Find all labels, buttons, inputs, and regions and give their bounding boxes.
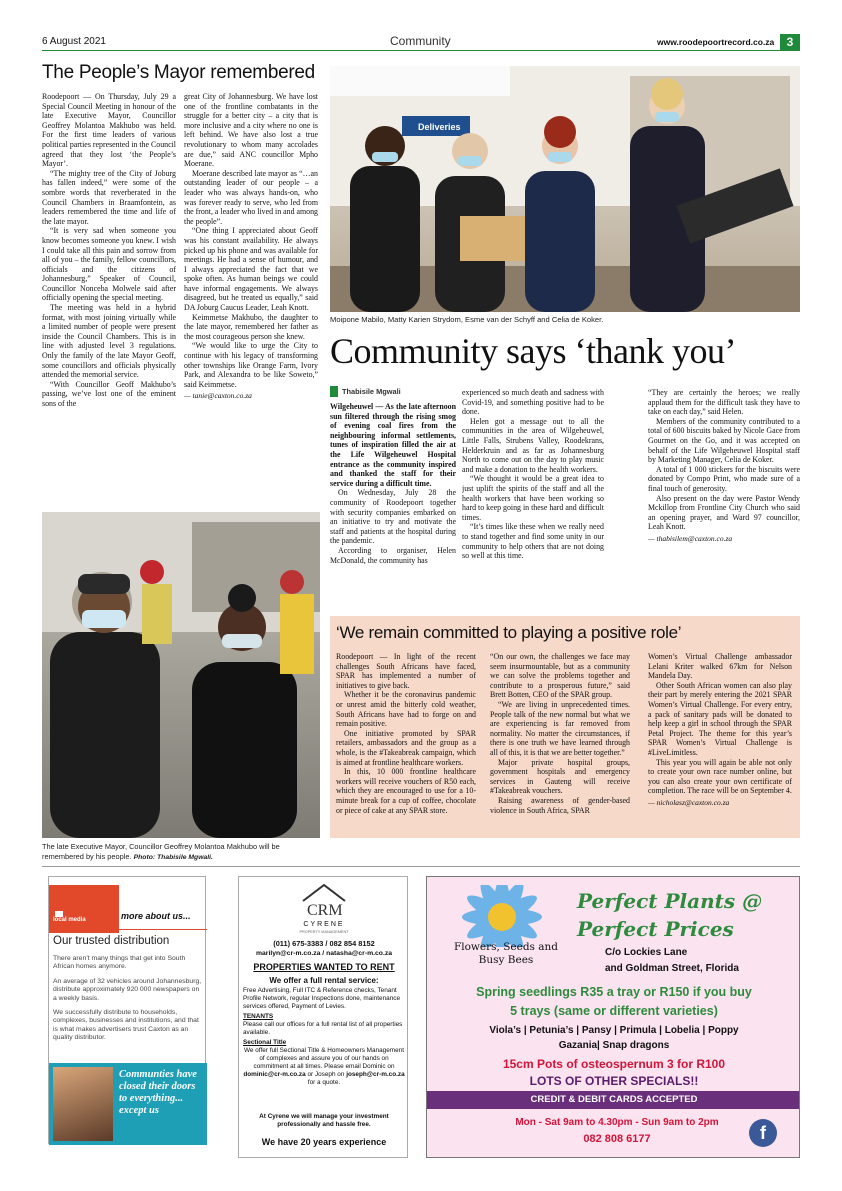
story1-p: “We would like to urge the City to continue with his legacy of transforming other townships like Orange Farm, Ivory Park, and Alexandra to be like Soweto,” said Keimmetse. (184, 341, 318, 389)
local-media-logo-text: local media (53, 917, 86, 923)
author-tag (330, 386, 338, 397)
story1-p: “With Councillor Geoff Makhubo’s passing, we’ve lost one of the eminent sons of the (42, 379, 176, 408)
story2-col1 (330, 402, 456, 606)
local-para: An average of 32 vehicles around Johannesburg, distribute approximately 920 000 newspapers on a weekly basis. (53, 977, 202, 1002)
story3-p: Women’s Virtual Challenge ambassador Lelani Kriter walked 67km for Nelson Mandela Day. (648, 652, 792, 681)
facebook-icon[interactable]: f (749, 1119, 777, 1147)
cyrene-phones[interactable]: (011) 675-3383 / 082 854 8152 (273, 939, 375, 948)
local-para: We successfully distribute to households, complexes, businesses and institutions, and that is what makes advertisers trust Caxton as an quality distributor. (53, 1009, 199, 1042)
story3-p: Whether it be the coronavirus pandemic or unrest amid the bitterly cold weather, South Africans have had to forge on and remain positive. (336, 690, 476, 729)
cyrene-email-joseph[interactable]: joseph@cr-m.co.za (346, 1071, 405, 1078)
local-paras (53, 955, 203, 1043)
story2-lead: Wilgeheuwel — As the late afternoon sun filtered through the rising smog of evening coal fires from the neighbouring informal settlements, tunes of inspiration filled the air at the Life Wilgeheuwel Hospital entrance as the community inspired and thanked the staff for their service during a difficult time. (330, 402, 456, 488)
more-about-us[interactable]: more about us... (121, 911, 191, 921)
story1-p: “The mighty tree of the City of Joburg has fallen indeed,” were some of the sombre words that reverberated in the Council Chambers in Braamfontein, as leaders remembered the time and life of the late mayor. (42, 168, 176, 226)
cyrene-brand: CYRENE (303, 921, 345, 928)
story3-col1 (336, 652, 476, 834)
plants-title1: Perfect Plants @ (577, 889, 763, 913)
header-rule (42, 50, 800, 51)
story3-headline: ‘We remain committed to playing a positive role’ (336, 623, 682, 642)
plants-offer4: LOTS OF OTHER SPECIALS!! (529, 1074, 699, 1088)
cyrene-email-dominic[interactable]: dominic@cr-m.co.za (243, 1071, 306, 1078)
cyrene-sectional-heading: Sectional Title (243, 1039, 287, 1046)
local-media-icon (55, 911, 63, 917)
plants-offer2: 5 trays (same or different varieties) (510, 1004, 718, 1018)
story2-p: Also present on the day were Pastor Wendy Mckillop from Frontline City Church who said an opening prayer, and Ward 97 councillor, Leah Knott. (648, 493, 800, 532)
story2-p: According to organiser, Helen McDonald, the community has (330, 545, 456, 565)
cyrene-logo-icon (297, 881, 351, 921)
cyrene-sectional-text (243, 1047, 405, 1087)
svg-text:CRM: CRM (307, 902, 343, 919)
mourners-photo (42, 512, 320, 838)
story2-author: Thabisile Mgwali (342, 387, 401, 396)
plants-phone[interactable]: 082 808 6177 (583, 1133, 651, 1145)
story2-p: “They are certainly the heroes; we really applaud them for the difficult task they have to take on each day,” said Helen. (648, 388, 800, 417)
story2-byline: — thabisilem@caxton.co.za (648, 533, 733, 543)
story3-p: Other South African women can also play their part by merely entering the 2021 SPAR Women’s Virtual Challenge. For every entry, a pack of sanitary pads will be donated to help keep a girl in school through the SPAR Petal Project. The theme for this year’s SPAR Women’s Virtual Challenge is #LiveLimitless. (648, 680, 792, 757)
cyrene-emails[interactable]: marilyn@cr-m.co.za / natasha@cr-m.co.za (255, 950, 393, 957)
hospital-photo (330, 66, 800, 312)
plants-brand: Flowers, Seeds and Busy Bees (453, 941, 559, 966)
hospital-caption: Moipone Mabilo, Matty Karien Strydom, Esme van der Schyff and Celia de Koker. (330, 315, 604, 324)
story1-p: Roodepoort — On Thursday, July 29 a Special Council Meeting in honour of the late Executive Mayor, Councillor Geoffrey Molantoa Makhubo was held. For the first time leaders of various political parties represented in the Council agreed that they lost ‘the People’s Mayor’. (42, 92, 176, 169)
cyrene-heading: PROPERTIES WANTED TO RENT (253, 962, 395, 972)
deliveries-sign: Deliveries (418, 122, 461, 132)
plants-varieties2: Gazania| Snap dragons (558, 1040, 670, 1051)
mourners-caption-text: The late Executive Mayor, Councillor Geoffrey Molantoa Makhubo will be remembered by his people. (42, 842, 280, 861)
story1-byline: — tanie@caxton.co.za (184, 391, 252, 401)
plants-cards: CREDIT & DEBIT CARDS ACCEPTED (427, 1091, 800, 1109)
ad-cyrene[interactable] (238, 876, 408, 1158)
mourners-photo-art (42, 512, 320, 838)
cyrene-tenants-heading: TENANTS (243, 1013, 274, 1020)
story3-p: One initiative promoted by SPAR retailers, ambassadors and the group as a whole, is the #Takeabreak campaign, which is aimed at frontline healthcare workers. (336, 728, 476, 767)
flower-logo-icon (447, 885, 557, 947)
story1-p: Moerane described late mayor as “…an outstanding leader of our people – a leader who was always hands-on, who was forever ready to serve, who led from the front, a leader who lived in and among the people”. (184, 168, 318, 226)
story3-p: Roodepoort — In light of the recent challenges South Africans have faced, SPAR has implemented a number of initiatives to give back. (336, 652, 476, 690)
local-slogan-box (49, 1063, 207, 1145)
story3-col3 (648, 652, 792, 834)
local-title: Our trusted distribution (53, 935, 170, 947)
plants-address1: C/o Lockies Lane (605, 947, 688, 958)
story2-p: experienced so much death and sadness with Covid-19, and something positive had to be done. (462, 388, 604, 417)
plants-address2: and Goldman Street, Florida (605, 963, 739, 974)
story1-p: The meeting was held in a hybrid format, with most joining virtually while a limited number of people were present inside the Council Chambers. This is in line with adjusted level 3 regulations. Only the family of the late Mayor Geoff, some councillors and officials physically attended the memorial service. (42, 303, 176, 380)
plants-offer3: 15cm Pots of osteospernum 3 for R100 (502, 1057, 726, 1071)
ad-local-media[interactable] (48, 876, 206, 1144)
ad-plants[interactable] (426, 876, 800, 1158)
page-date: 6 August 2021 (42, 36, 106, 47)
story2-headline: Community says ‘thank you’ (330, 331, 736, 371)
story1-headline: The People’s Mayor remembered (42, 62, 315, 83)
story2-p: “We thought it would be a great idea to just uplift the spirits of the staff and all the health workers that have been working so hard to keep going in these hard and difficult times. (462, 474, 604, 522)
plants-hours: Mon - Sat 9am to 4.30pm - Sun 9am to 2pm (515, 1117, 719, 1128)
delivery-photo (53, 1067, 113, 1141)
mourners-credit: Photo: Thabisile Mgwali. (133, 854, 213, 861)
cyrene-manage: At Cyrene we will manage your investment professionally and hassle free. (259, 1113, 389, 1128)
cyrene-brand-sub: PROPERTY MANAGEMENT (299, 930, 349, 934)
story3-p: Raising awareness of gender-based violence in South Africa, SPAR (490, 795, 630, 815)
site-url[interactable]: www.roodepoortrecord.co.za (657, 37, 775, 47)
story2-p: Helen got a message out to all the communities in the area of Wilgeheuwel, Little Falls, Strubens Valley, Roodekrans, Helderkruin and as far as Johannesburg North to come out on the day to play music and make a donation to the health workers. (462, 416, 604, 474)
cyrene-sectional-2: or Joseph on (307, 1071, 345, 1078)
local-para: There aren’t many things that get into South African homes anymore. (53, 955, 186, 971)
cyrene-sectional-3: for a quote. (307, 1079, 341, 1086)
local-slogan: Communties have closed their doors to everything... except us (119, 1069, 197, 1116)
plants-title2: Perfect Prices (577, 917, 734, 941)
story1-col1 (42, 92, 176, 504)
ad-rule (42, 866, 800, 867)
story2-p: “It’s times like these when we really need to stand together and find some unity in our community to help others that are not doing so well at this time. (462, 522, 604, 561)
story3-p: Major private hospital groups, government hospitals and emergency services in Gauteng will receive #Takeabreak vouchers. (490, 757, 630, 796)
local-media-logo (49, 885, 119, 933)
story1-p: “One thing I appreciated about Geoff was his constant availability. He always picked up his phone and was available for meetings. He had a sense of humour, and I always appreciated the fact that we spoke often. As human beings we could have informal engagements. We always disagreed, but he treated us equally,” said DA Joburg Caucus Leader, Leah Knott. (184, 226, 318, 313)
story1-p: “It is very sad when someone you know becomes someone you knew. I wish I could take all this pain and sorrow from all of you – the family, fellow councillors, officials and the citizens of Johannesburg,” Speaker of Council, Councillor Nonceba Molwele said after officially opening the special meeting. (42, 226, 176, 303)
cyrene-body (243, 987, 405, 1087)
local-title-rule (49, 929, 207, 930)
story1-p: great City of Johannesburg. We have lost one of the frontline combatants in the struggle for a better city – a city that is more inclusive and a city where no one is left behind. We have also lost a true revolutionary to whom many accolades are due,” said ANC councillor Mpho Moerane. (184, 92, 318, 169)
story1-col2 (184, 92, 318, 504)
cyrene-sectional-1: We offer full Sectional Title & Homeowners Management of complexes and assure you of our hands on commitment at all times. Please email Dominic on (244, 1047, 404, 1070)
story3-col2 (490, 652, 630, 834)
story2-col2 (462, 388, 604, 606)
cyrene-experience: We have 20 years experience (261, 1137, 387, 1147)
story3-p: In this, 10 000 frontline healthcare workers will receive vouchers of R50 each, which they are encouraged to use for a 10-minute break for a cup of coffee, chocolate or piece of cake at any SPAR store. (336, 767, 476, 815)
section-title: Community (390, 34, 451, 48)
story2-p: Members of the community contributed to a total of 600 biscuits baked by Nicole Gace from Gourmet on the Go, and it was accepted on behalf of the Life Wilgeheuwel Hospital staff by Marketing Manager, Celia de Koker. (648, 416, 800, 465)
cyrene-offer-text: Free Advertising, Full ITC & Reference checks, Tenant Profile Network, regular Inspections done, maintenance services offered, Payment of Levies. (243, 987, 401, 1010)
page-number: 3 (780, 34, 800, 50)
story2-col3 (648, 388, 800, 606)
story2-p: On Wednesday, July 28 the community of Roodepoort together with security companies embarked on an initiative to try and motivate the staff and patients at the hospital during the pandemic. (330, 488, 456, 546)
hospital-photo-art (330, 66, 800, 312)
mourners-caption (42, 842, 322, 863)
plants-offer1: Spring seedlings R35 a tray or R150 if you buy (476, 985, 752, 999)
plants-varieties1: Viola’s | Petunia’s | Pansy | Primula | Lobelia | Poppy (489, 1025, 739, 1036)
story3-p: This year you will again be able not only to create your own race number online, but you can also create your own certificate of completion. The race will be on September 4. (648, 757, 792, 796)
story3-p: “We are living in unprecedented times. People talk of the new normal but what we are experiencing is far removed from normality. No matter the circumstances, if there is one truth we have learned through all of this, it is that we are better together.” (490, 699, 630, 757)
story2-p: A total of 1 000 stickers for the biscuits were donated by Compo Print, who made sure of a final touch of generosity. (648, 464, 800, 493)
story3-p: “On our own, the challenges we face may seem insurmountable, but as a community we can solve the problems together and contribute to a prosperous future,” said Brett Botten, CEO of the SPAR group. (490, 652, 630, 700)
story1-p: Keimmetse Makhubo, the daughter to the late mayor, remembered her father as the most courageous person she knew. (184, 312, 318, 341)
cyrene-offer: We offer a full rental service: (269, 976, 379, 985)
cyrene-tenants-text: Please call our offices for a full rental list of all properties available. (243, 1021, 403, 1036)
story3-byline: — nicholasz@caxton.co.za (648, 797, 730, 807)
